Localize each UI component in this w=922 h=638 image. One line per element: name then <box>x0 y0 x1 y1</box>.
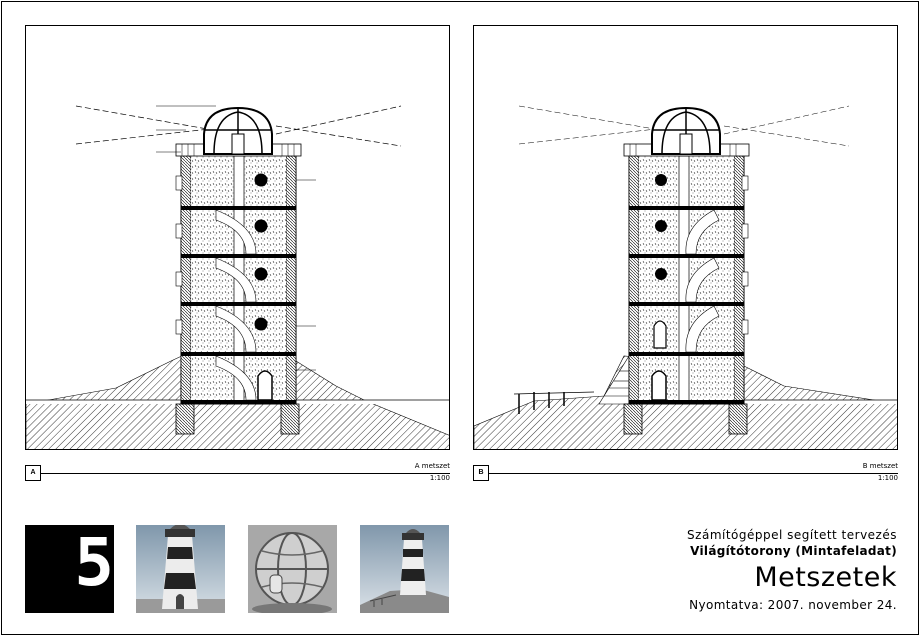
entrance-door <box>258 371 272 400</box>
section-b-title: B metszet <box>862 462 898 470</box>
section-a-svg <box>26 26 450 450</box>
section-a-title: A metszet <box>414 462 450 470</box>
thumbnail-lighthouse-site <box>360 525 449 613</box>
page-number-block <box>25 525 114 613</box>
sheet-title: Metszetek <box>754 562 897 593</box>
project-name: Világítótorony (Mintafeladat) <box>690 544 897 558</box>
entry-stair <box>599 356 629 404</box>
thumbnail-lantern-dome <box>248 525 337 613</box>
section-a-marker: A <box>25 465 41 481</box>
course-subtitle: Számítógéppel segített tervezés <box>687 528 897 542</box>
section-b-marker: B <box>473 465 489 481</box>
section-a-drawing <box>25 25 450 450</box>
page-number: 5 <box>74 524 114 601</box>
entrance-door <box>652 371 666 400</box>
section-a-scale: 1:100 <box>429 474 450 482</box>
section-b-caption <box>473 461 898 487</box>
print-date: Nyomtatva: 2007. november 24. <box>689 598 897 612</box>
caption-line <box>489 473 898 474</box>
section-b-drawing <box>473 25 898 450</box>
section-b-svg <box>474 26 898 450</box>
lantern-dome <box>204 108 272 154</box>
section-b-scale: 1:100 <box>877 474 898 482</box>
caption-line <box>41 473 450 474</box>
section-a-caption <box>25 461 450 487</box>
lantern-dome <box>652 108 720 154</box>
thumbnail-lighthouse <box>136 525 225 613</box>
